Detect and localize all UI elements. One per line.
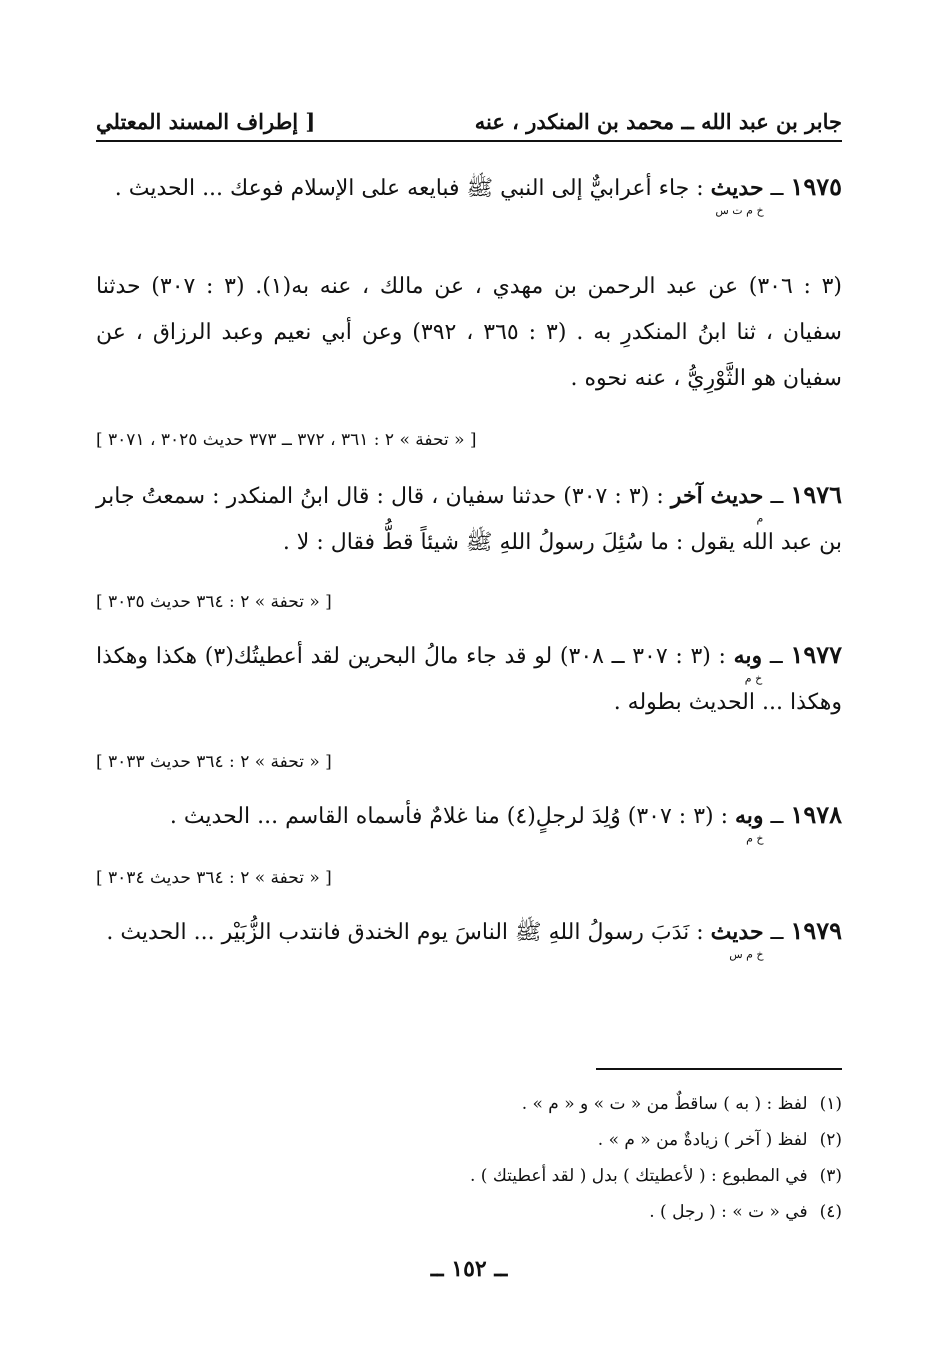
entry-label: وبه خ م [735,803,764,845]
footnote: (٢) لفظ ( آخر ) زيادةٌ من « م » . [597,1130,842,1150]
entry-1976 [96,472,842,566]
footnote-rule [596,1068,842,1070]
entry-text: : نَدَبَ رسولُ اللهِ ﷺ الناسَ يوم الخندق فانتدب الزُّبَيْر ... الحديث . [106,920,711,945]
sigla: خ م س [729,948,764,961]
entry-1975 [96,164,842,217]
footnotes [96,1086,842,1230]
entry-number: ١٩٧٥ [790,172,842,201]
tuhfa-reference: [ « تحفة » ٢ : ٣٦٤ حديث ٣٠٣٤ ] [96,868,332,888]
sigla: خ م ت س [715,204,764,217]
entry-number: ١٩٧٨ [790,800,842,829]
tuhfa-reference: [ « تحفة » ٢ : ٣٦٤ حديث ٣٠٣٥ ] [96,592,332,612]
entry-1979 [96,908,842,961]
dash: ــ [763,920,784,945]
sigla: خ م [746,832,764,845]
entry-text: : (٣ : ٣٠٧) وُلِدَ لرجلٍ(٤) منا غلامٌ فأسماه القاسم ... الحديث . [169,804,735,829]
entry-label: حديث خ م ت س [710,175,764,217]
tuhfa-reference: [ « تحفة » ٢ : ٣٦١ ، ٣٧٢ ــ ٣٧٣ حديث ٣٠٢٥ ، ٣٠٧١ ] [96,430,477,450]
entry-label: وبه خ م [733,643,763,685]
entry-number: ١٩٧٧ [790,640,843,669]
dash: ــ [762,644,783,669]
entry-number: ١٩٧٩ [790,916,842,945]
dash: ــ [763,176,784,201]
footnote: (١) لفظ : ( به ) ساقطٌ من « ت » و « م » . [521,1094,842,1114]
running-head-right: جابر بن عبد الله ــ محمد بن المنكدر ، عنه [474,109,842,134]
entry-1978 [96,792,842,845]
entry-label: حديث خ م س [710,919,764,961]
footnote: (٣) في المطبوع : ( لأعطيتك ) بدل ( لقد أعطيتك ) . [469,1166,842,1186]
isnad-paragraph: (٣ : ٣٠٦) عن عبد الرحمن بن مهدي ، عن مالك ، عنه به(١). (٣ : ٣٠٧) حدثنا سفيان ، ثنا ابنُ المنكدرِ به . (٣ : ٣٦٥ ، ٣٩٢) وعن أبي نعيم وعبد الرزاق ، عن سفيان هو الثَّوْرِيُّ ، عنه نحوه . [96,274,842,391]
running-head-left: [ إطراف المسند المعتلي [96,109,316,134]
entry-text: : جاء أعرابيٌّ إلى النبي ﷺ فبايعه على الإسلام فوعك ... الحديث . [114,176,711,201]
entry-text: : (٣ : ٣٠٧) حدثنا سفيان ، قال : قال ابنُ المنكدر : سمعتُ جابر بن عبد الله يقول : ما سُئِلَ رسولُ اللهِ ﷺ شيئاً قطُّ فقال : لا . [96,484,842,555]
sigla: خ م [744,672,763,685]
dash: ــ [763,804,784,829]
page-number: ــ ١٥٢ ــ [430,1256,508,1282]
entry-number: ١٩٧٦ [790,480,842,509]
tuhfa-reference: [ « تحفة » ٢ : ٣٦٤ حديث ٣٠٣٣ ] [96,752,332,772]
entry-1977 [96,632,842,726]
running-head [96,98,842,134]
entry-label: حديث آخر م [670,483,764,525]
dash: ــ [763,484,784,509]
header-rule [96,140,842,142]
sigla: م [756,512,764,525]
entry-text: : (٣ : ٣٠٧ ــ ٣٠٨) لو قد جاء مالُ البحرين لقد أعطيتُك(٣) هكذا وهكذا وهكذا ... الحديث بطوله . [96,644,842,715]
footnote: (٤) في « ت » : ( رجل ) . [649,1202,842,1222]
